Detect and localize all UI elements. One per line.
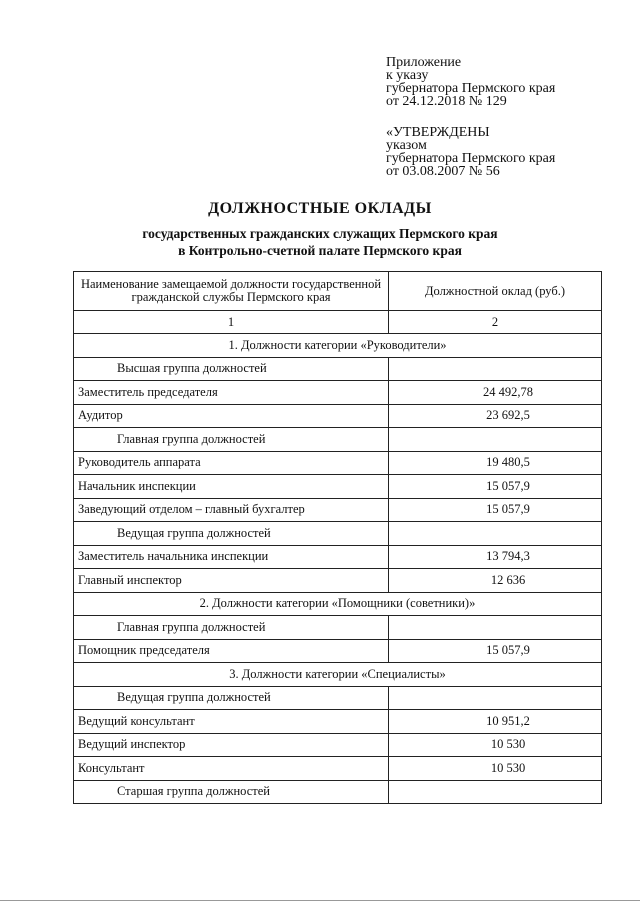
category-row: [74, 592, 602, 616]
appendix-line: губернатора Пермского края: [386, 81, 556, 96]
position-name: Заместитель председателя: [74, 381, 389, 405]
category-title: 1. Должности категории «Руководители»: [74, 334, 602, 358]
group-title: Главная группа должностей: [74, 428, 389, 452]
column-number-row: [74, 311, 602, 334]
table-row: [74, 451, 602, 475]
table-row: [74, 545, 602, 569]
salary-value: [389, 616, 602, 640]
position-name: Ведущий консультант: [74, 710, 389, 734]
salary-value: 24 492,78: [389, 381, 602, 405]
category-row: [74, 663, 602, 687]
position-name: Руководитель аппарата: [74, 451, 389, 475]
approved-line: «УТВЕРЖДЕНЫ: [386, 125, 490, 140]
position-name: Начальник инспекции: [74, 475, 389, 499]
salary-value: 13 794,3: [389, 545, 602, 569]
table-row: [74, 733, 602, 757]
salary-value: [389, 428, 602, 452]
header-salary: Должностной оклад (руб.): [389, 272, 602, 311]
salary-value: 15 057,9: [389, 639, 602, 663]
salary-table: [73, 271, 602, 804]
approved-line: губернатора Пермского края: [386, 151, 556, 166]
position-name: Главный инспектор: [74, 569, 389, 593]
table-row: [74, 569, 602, 593]
salary-value: 23 692,5: [389, 404, 602, 428]
approved-line: от 03.08.2007 № 56: [386, 164, 500, 179]
group-row: [74, 686, 602, 710]
group-row: [74, 616, 602, 640]
appendix-line: к указу: [386, 68, 429, 83]
salary-value: [389, 780, 602, 804]
table-row: [74, 639, 602, 663]
salary-value: 10 951,2: [389, 710, 602, 734]
table-row: [74, 475, 602, 499]
category-row: [74, 334, 602, 358]
table-row: [74, 498, 602, 522]
appendix-stamp: [386, 56, 555, 108]
salary-value: 19 480,5: [389, 451, 602, 475]
salary-value: [389, 686, 602, 710]
column-number: 2: [389, 311, 602, 334]
group-title: Главная группа должностей: [74, 616, 389, 640]
position-name: Консультант: [74, 757, 389, 781]
page-edge-line: [0, 900, 640, 901]
group-title: Старшая группа должностей: [74, 780, 389, 804]
group-row: [74, 357, 602, 381]
group-title: Высшая группа должностей: [74, 357, 389, 381]
salary-value: 15 057,9: [389, 498, 602, 522]
salary-value: 10 530: [389, 733, 602, 757]
category-title: 3. Должности категории «Специалисты»: [74, 663, 602, 687]
salary-value: [389, 522, 602, 546]
group-title: Ведущая группа должностей: [74, 686, 389, 710]
position-name: Ведущий инспектор: [74, 733, 389, 757]
approved-line: указом: [386, 138, 427, 153]
group-title: Ведущая группа должностей: [74, 522, 389, 546]
table-row: [74, 404, 602, 428]
group-row: [74, 428, 602, 452]
document-title: ДОЛЖНОСТНЫЕ ОКЛАДЫ: [208, 200, 432, 217]
appendix-line: Приложение: [386, 55, 462, 70]
column-number: 1: [74, 311, 389, 334]
group-row: [74, 780, 602, 804]
group-row: [74, 522, 602, 546]
document-subtitle: государственных гражданских служащих Пермского края: [142, 226, 498, 241]
table-row: [74, 757, 602, 781]
appendix-line: от 24.12.2018 № 129: [386, 94, 507, 109]
position-name: Заместитель начальника инспекции: [74, 545, 389, 569]
document-subtitle: в Контрольно-счетной палате Пермского края: [178, 243, 462, 258]
position-name: Помощник председателя: [74, 639, 389, 663]
header-position-name: Наименование замещаемой должности государственной гражданской службы Пермского края: [74, 272, 389, 311]
position-name: Заведующий отделом – главный бухгалтер: [74, 498, 389, 522]
table-header-row: [74, 272, 602, 311]
category-title: 2. Должности категории «Помощники (советники)»: [74, 592, 602, 616]
approved-stamp: [386, 126, 555, 178]
salary-value: 12 636: [389, 569, 602, 593]
salary-value: 10 530: [389, 757, 602, 781]
salary-value: [389, 357, 602, 381]
salary-value: 15 057,9: [389, 475, 602, 499]
position-name: Аудитор: [74, 404, 389, 428]
table-row: [74, 381, 602, 405]
table-row: [74, 710, 602, 734]
